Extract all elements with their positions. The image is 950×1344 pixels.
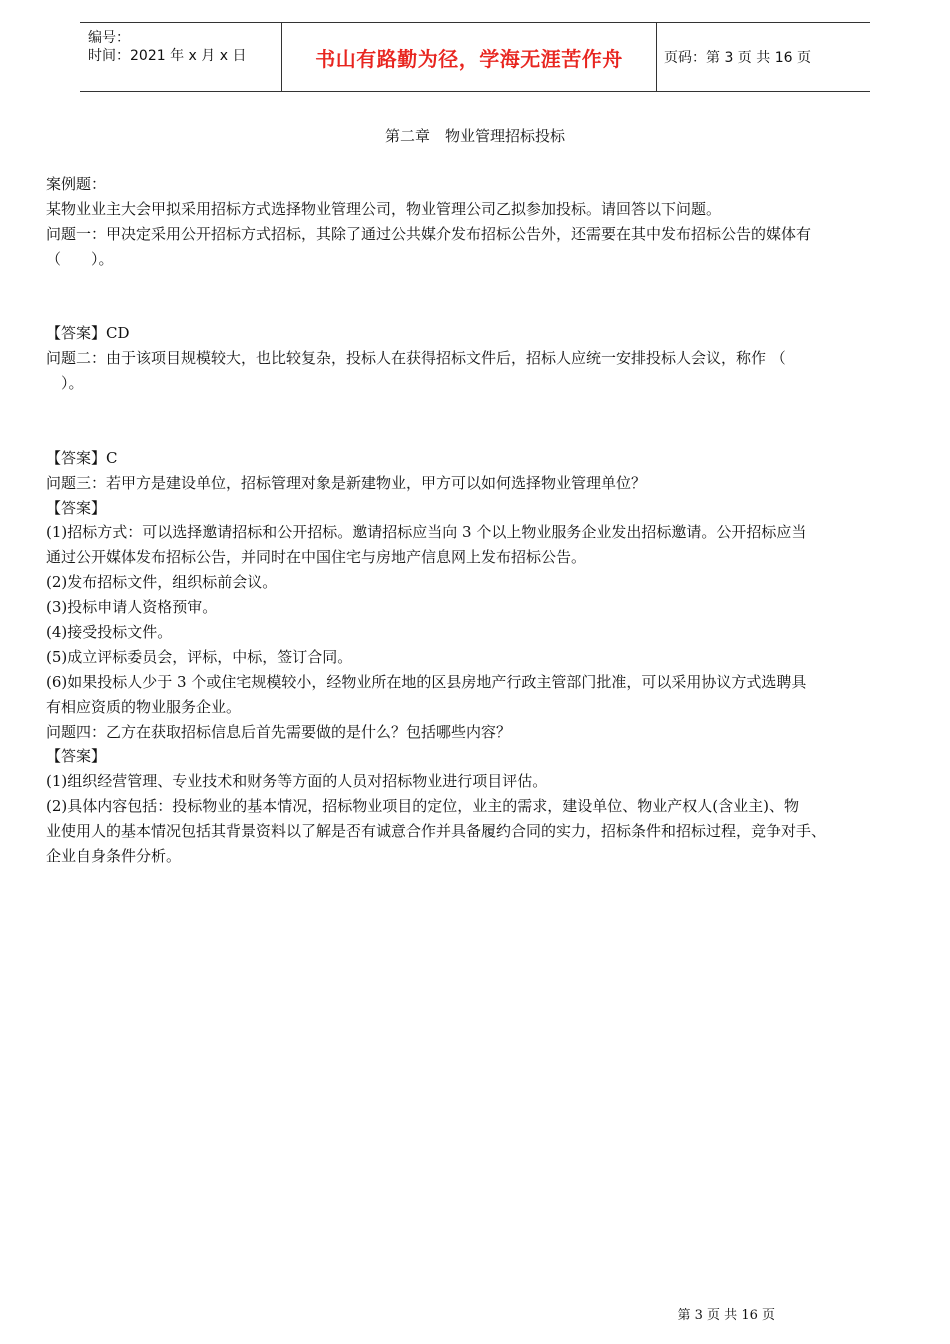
header-page-cell	[656, 23, 878, 91]
answer-4-item-1: (1)组织经营管理、专业技术和财务等方面的人员对招标物业进行项目评估。	[46, 772, 548, 791]
answer-3-item-5: (5)成立评标委员会，评标，中标，签订合同。	[46, 647, 353, 666]
header-motto-cell	[281, 23, 657, 91]
question-3-answer-label: 【答案】	[46, 498, 107, 517]
answer-3-item-6-cont: 有相应资质的物业服务企业。	[46, 697, 242, 716]
question-2-options-row-2	[46, 421, 916, 446]
question-2-answer: 【答案】C	[46, 448, 118, 467]
answer-3-item-3: (3)投标申请人资格预审。	[46, 598, 218, 617]
header-motto: 书山有路勤为径，学海无涯苦作舟	[315, 46, 623, 71]
header-meta-cell	[80, 23, 281, 91]
question-1-blank: （ ）。	[46, 249, 114, 268]
answer-3-item-1-cont: 通过公开媒体发布招标公告，并同时在中国住宅与房地产信息网上发布招标公告。	[46, 548, 587, 567]
question-4-answer-label: 【答案】	[46, 747, 107, 766]
answer-4-item-2-cont: 业使用人的基本情况包括其背景资料以了解是否有诚意合作并具备履约合同的实力，招标条件和招标过程，竞争对手、	[46, 822, 827, 841]
question-2-options-row-1	[46, 396, 916, 421]
document-body	[46, 172, 916, 869]
answer-3-item-6: (6)如果投标人少于 3 个或住宅规模较小，经物业所在地的区县房地产行政主管部门批准，可以采用协议方式选聘具	[46, 672, 807, 691]
case-label: 案例题：	[46, 175, 107, 193]
answer-3-item-4: (4)接受投标文件。	[46, 623, 173, 642]
document-number-label: 编号：	[88, 30, 130, 46]
question-1-options-row-2	[46, 296, 916, 321]
question-2-blank: ）。	[46, 374, 84, 393]
header-page-code: 页码：第 3 页 共 16 页	[664, 50, 811, 66]
answer-4-item-2: (2)具体内容包括：投标物业的基本情况，招标物业项目的定位，业主的需求，建设单位、物业产权人(含业主)、物	[46, 797, 799, 816]
question-1: 问题一：甲决定采用公开招标方式招标，其除了通过公共媒介发布招标公告外，还需要在其中发布招标公告的媒体有	[46, 224, 812, 243]
page-header	[80, 22, 870, 92]
case-intro: 某物业业主大会甲拟采用招标方式选择物业管理公司，物业管理公司乙拟参加投标。请回答以下问题。	[46, 199, 722, 218]
chapter-title: 第二章 物业管理招标投标	[384, 127, 565, 145]
document-time-label: 时间：2021 年 x 月 x 日	[88, 48, 247, 64]
answer-3-item-1: (1)招标方式：可以选择邀请招标和公开招标。邀请招标应当向 3 个以上物业服务企业发出招标邀请。公开招标应当	[46, 523, 807, 542]
question-3: 问题三：若甲方是建设单位，招标管理对象是新建物业，甲方可以如何选择物业管理单位？	[46, 473, 647, 492]
page-footer: 第 3 页 共 16 页	[677, 1308, 775, 1323]
question-1-answer: 【答案】CD	[46, 324, 130, 343]
question-4: 问题四：乙方在获取招标信息后首先需要做的是什么？包括哪些内容？	[46, 722, 512, 741]
answer-4-item-2-cont2: 企业自身条件分析。	[46, 847, 182, 866]
answer-3-item-2: (2)发布招标文件，组织标前会议。	[46, 573, 278, 592]
question-1-options-row-1	[46, 272, 916, 297]
question-2: 问题二：由于该项目规模较大，也比较复杂，投标人在获得招标文件后，招标人应统一安排投标人会议，称作 （	[46, 349, 786, 368]
